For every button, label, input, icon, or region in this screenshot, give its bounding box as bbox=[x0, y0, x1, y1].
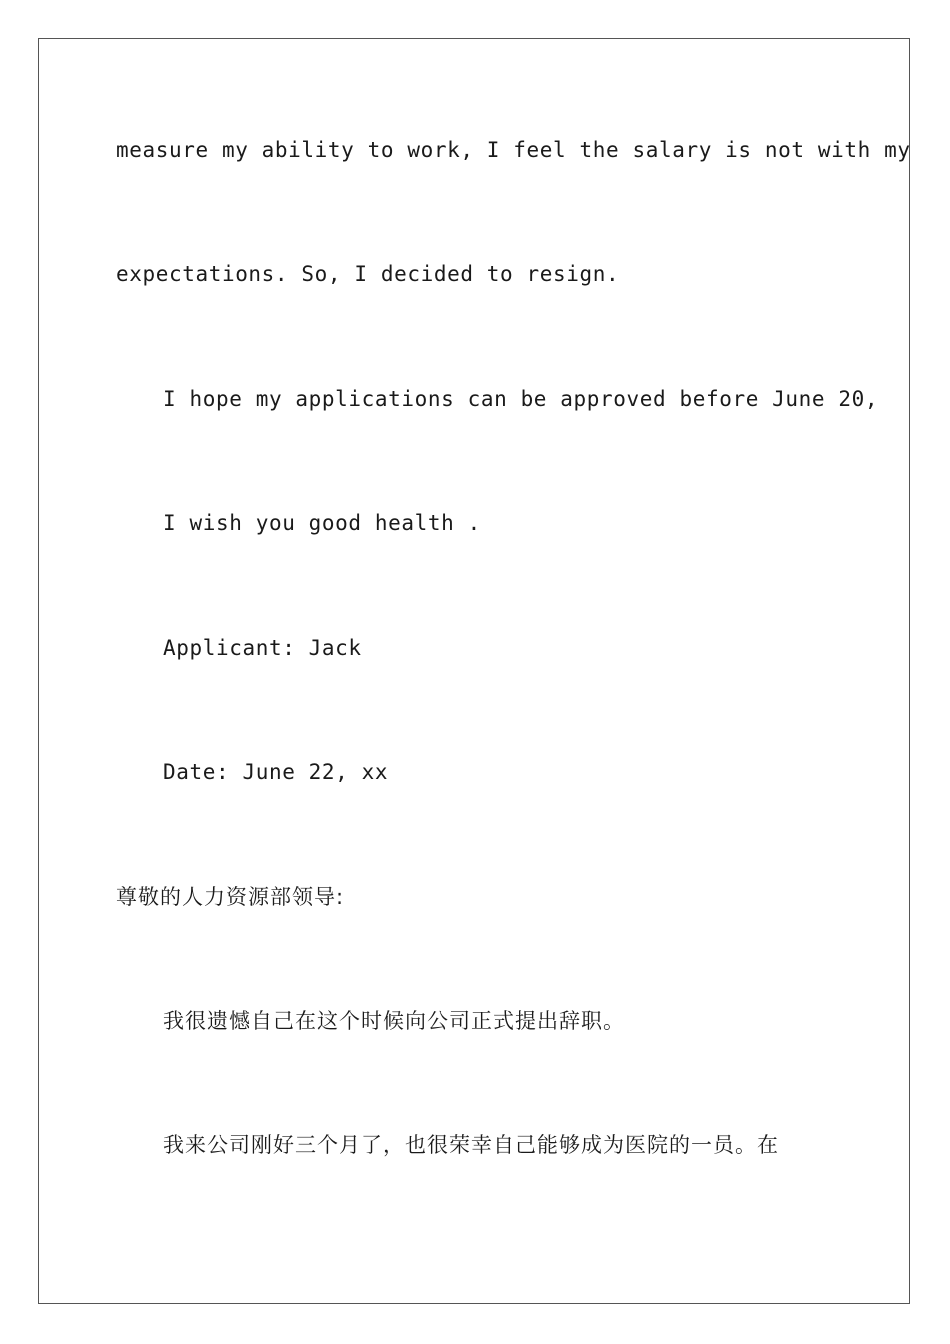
body-line-1: measure my ability to work, I feel the salary is not with my bbox=[116, 138, 911, 162]
date-line: Date: June 22, xx bbox=[163, 760, 389, 784]
salutation: 尊敬的人力资源部领导: bbox=[116, 885, 345, 909]
applicant-line: Applicant: Jack bbox=[163, 636, 362, 660]
page-frame bbox=[38, 38, 910, 1304]
body-line-cn-2: 我来公司刚好三个月了，也很荣幸自己能够成为医院的一员。在 bbox=[163, 1133, 779, 1157]
body-line-cn-1: 我很遗憾自己在这个时候向公司正式提出辞职。 bbox=[163, 1009, 625, 1033]
body-line-3: I hope my applications can be approved before June 20, bbox=[163, 387, 879, 411]
closing-wish: I wish you good health . bbox=[163, 511, 481, 535]
body-line-2: expectations. So, I decided to resign. bbox=[116, 262, 620, 286]
